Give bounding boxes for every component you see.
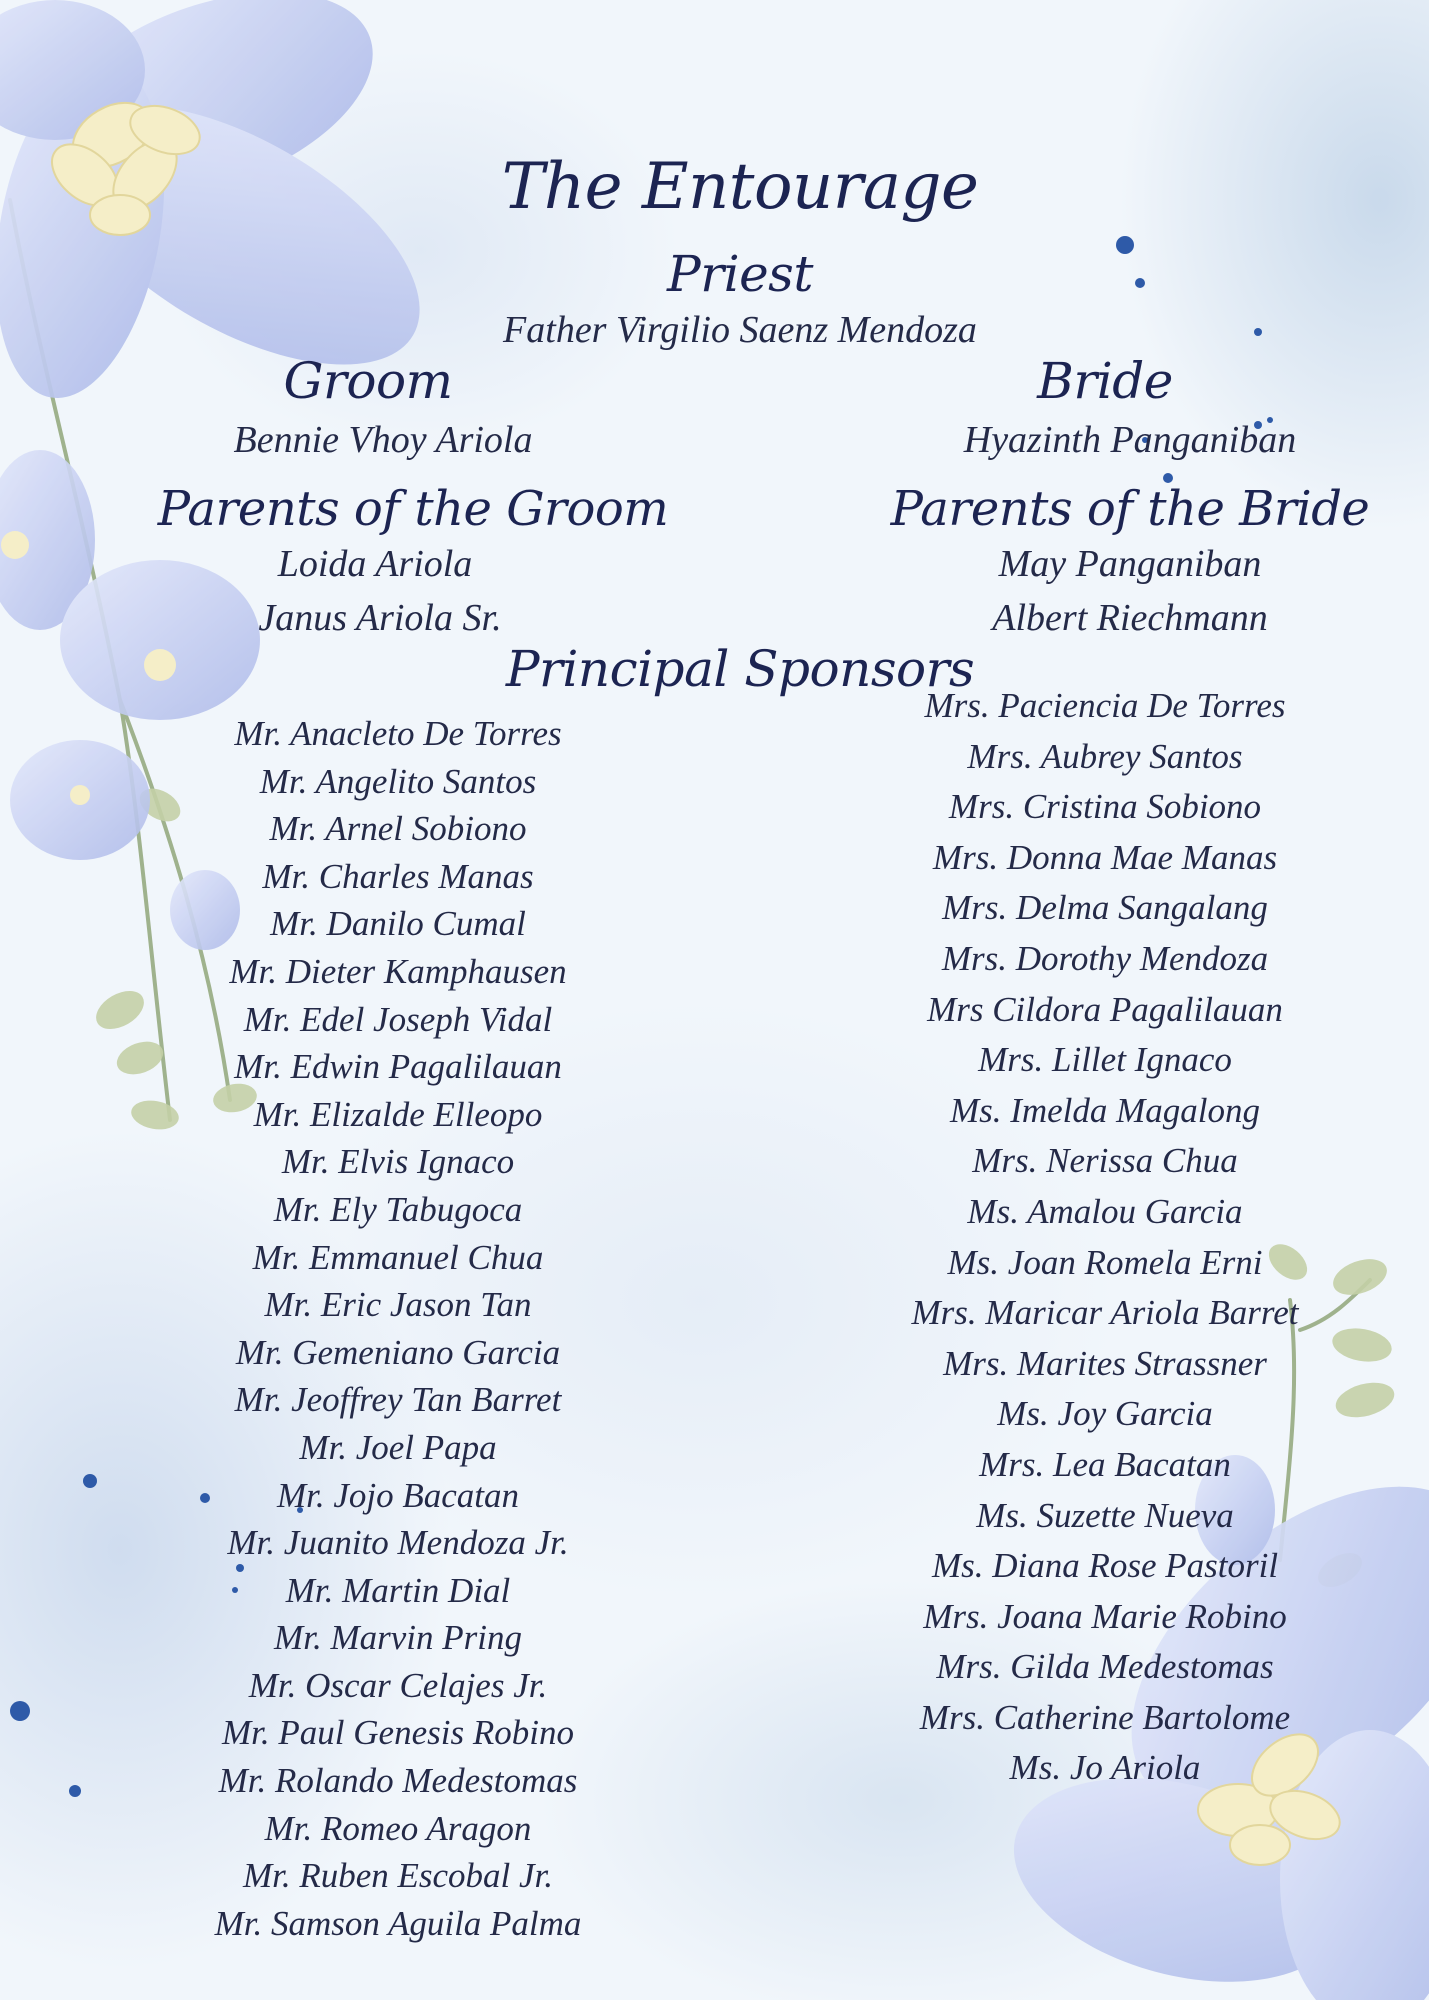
female-sponsor-name: Mrs. Gilda Medestomas bbox=[936, 1647, 1274, 1687]
male-sponsor-name: Mr. Emmanuel Chua bbox=[252, 1237, 544, 1277]
bride-heading: Bride bbox=[1037, 352, 1173, 410]
groom-heading: Groom bbox=[283, 352, 453, 410]
male-sponsor-name: Mr. Gemeniano Garcia bbox=[235, 1332, 561, 1372]
female-sponsor-name: Mrs. Cristina Sobiono bbox=[948, 787, 1262, 827]
bride-mother-name: May Panganiban bbox=[998, 543, 1262, 585]
male-sponsor-name: Mr. Danilo Cumal bbox=[270, 904, 526, 944]
male-sponsor-name: Mr. Paul Genesis Robino bbox=[222, 1713, 574, 1753]
male-sponsor-name: Mr. Elizalde Elleopo bbox=[253, 1094, 543, 1134]
male-sponsor-name: Mr. Juanito Mendoza Jr. bbox=[227, 1523, 569, 1563]
female-sponsor-name: Ms. Diana Rose Pastoril bbox=[931, 1546, 1279, 1586]
female-sponsor-name: Ms. Jo Ariola bbox=[1009, 1748, 1201, 1788]
sponsors-heading: Principal Sponsors bbox=[505, 640, 975, 698]
groom-father-name: Loida Ariola bbox=[277, 543, 473, 585]
female-sponsor-name: Mrs. Dorothy Mendoza bbox=[941, 938, 1269, 978]
male-sponsor-name: Mr. Edel Joseph Vidal bbox=[243, 999, 553, 1039]
page-title: The Entourage bbox=[501, 150, 979, 224]
male-sponsor-name: Mr. Edwin Pagalilauan bbox=[234, 1047, 562, 1087]
female-sponsor-name: Mrs. Donna Mae Manas bbox=[932, 837, 1278, 877]
groom-mother-name: Janus Ariola Sr. bbox=[258, 597, 502, 639]
bride-parents-heading: Parents of the Bride bbox=[890, 481, 1370, 537]
male-sponsor-name: Mr. Ruben Escobal Jr. bbox=[242, 1856, 554, 1896]
female-sponsors-list bbox=[855, 681, 1355, 1794]
female-sponsor-name: Mrs. Nerissa Chua bbox=[972, 1141, 1238, 1181]
male-sponsor-name: Mr. Arnel Sobiono bbox=[269, 809, 527, 849]
female-sponsor-name: Ms. Joan Romela Erni bbox=[947, 1242, 1263, 1282]
female-sponsor-name: Mrs. Aubrey Santos bbox=[967, 736, 1243, 776]
female-sponsor-name: Ms. Imelda Magalong bbox=[949, 1090, 1261, 1130]
male-sponsor-name: Mr. Eric Jason Tan bbox=[264, 1285, 532, 1325]
female-sponsor-name: Mrs. Paciencia De Torres bbox=[924, 686, 1286, 725]
female-sponsor-name: Mrs. Marites Strassner bbox=[943, 1343, 1267, 1383]
female-sponsor-name: Ms. Amalou Garcia bbox=[967, 1191, 1243, 1231]
female-sponsor-name: Mrs. Delma Sangalang bbox=[942, 888, 1268, 928]
male-sponsor-name: Mr. Jeoffrey Tan Barret bbox=[234, 1380, 562, 1420]
female-sponsor-name: Mrs Cildora Pagalilauan bbox=[927, 989, 1283, 1029]
female-sponsor-name: Mrs. Joana Marie Robino bbox=[923, 1596, 1287, 1636]
groom-parents-heading: Parents of the Groom bbox=[157, 481, 669, 537]
bride-name: Hyazinth Panganiban bbox=[963, 419, 1297, 461]
female-sponsor-name: Mrs. Maricar Ariola Barret bbox=[911, 1293, 1299, 1333]
male-sponsors-list bbox=[148, 710, 648, 1947]
male-sponsor-name: Mr. Dieter Kamphausen bbox=[229, 951, 567, 991]
male-sponsor-name: Mr. Elvis Ignaco bbox=[281, 1142, 515, 1182]
male-sponsor-name: Mr. Charles Manas bbox=[262, 856, 534, 896]
female-sponsor-name: Mrs. Catherine Bartolome bbox=[919, 1697, 1291, 1737]
male-sponsor-name: Mr. Angelito Santos bbox=[259, 761, 537, 801]
male-sponsor-name: Mr. Marvin Pring bbox=[274, 1618, 522, 1658]
male-sponsor-name: Mr. Martin Dial bbox=[285, 1570, 511, 1610]
priest-name: Father Virgilio Saenz Mendoza bbox=[503, 309, 977, 351]
male-sponsor-name: Mr. Samson Aguila Palma bbox=[214, 1903, 582, 1943]
male-sponsor-name: Mr. Ely Tabugoca bbox=[273, 1189, 523, 1229]
male-sponsor-name: Mr. Romeo Aragon bbox=[264, 1808, 532, 1848]
male-sponsor-name: Mr. Anacleto De Torres bbox=[234, 714, 562, 753]
groom-name: Bennie Vhoy Ariola bbox=[233, 419, 533, 461]
male-sponsor-name: Mr. Jojo Bacatan bbox=[276, 1475, 520, 1515]
male-sponsor-name: Mr. Rolando Medestomas bbox=[218, 1761, 578, 1801]
bride-father-name: Albert Riechmann bbox=[992, 597, 1268, 639]
male-sponsor-name: Mr. Joel Papa bbox=[299, 1427, 497, 1467]
priest-heading: Priest bbox=[667, 245, 813, 303]
female-sponsor-name: Ms. Suzette Nueva bbox=[976, 1495, 1234, 1535]
female-sponsor-name: Mrs. Lillet Ignaco bbox=[978, 1040, 1232, 1080]
female-sponsor-name: Ms. Joy Garcia bbox=[997, 1394, 1213, 1434]
male-sponsor-name: Mr. Oscar Celajes Jr. bbox=[248, 1665, 548, 1705]
female-sponsor-name: Mrs. Lea Bacatan bbox=[979, 1444, 1231, 1484]
